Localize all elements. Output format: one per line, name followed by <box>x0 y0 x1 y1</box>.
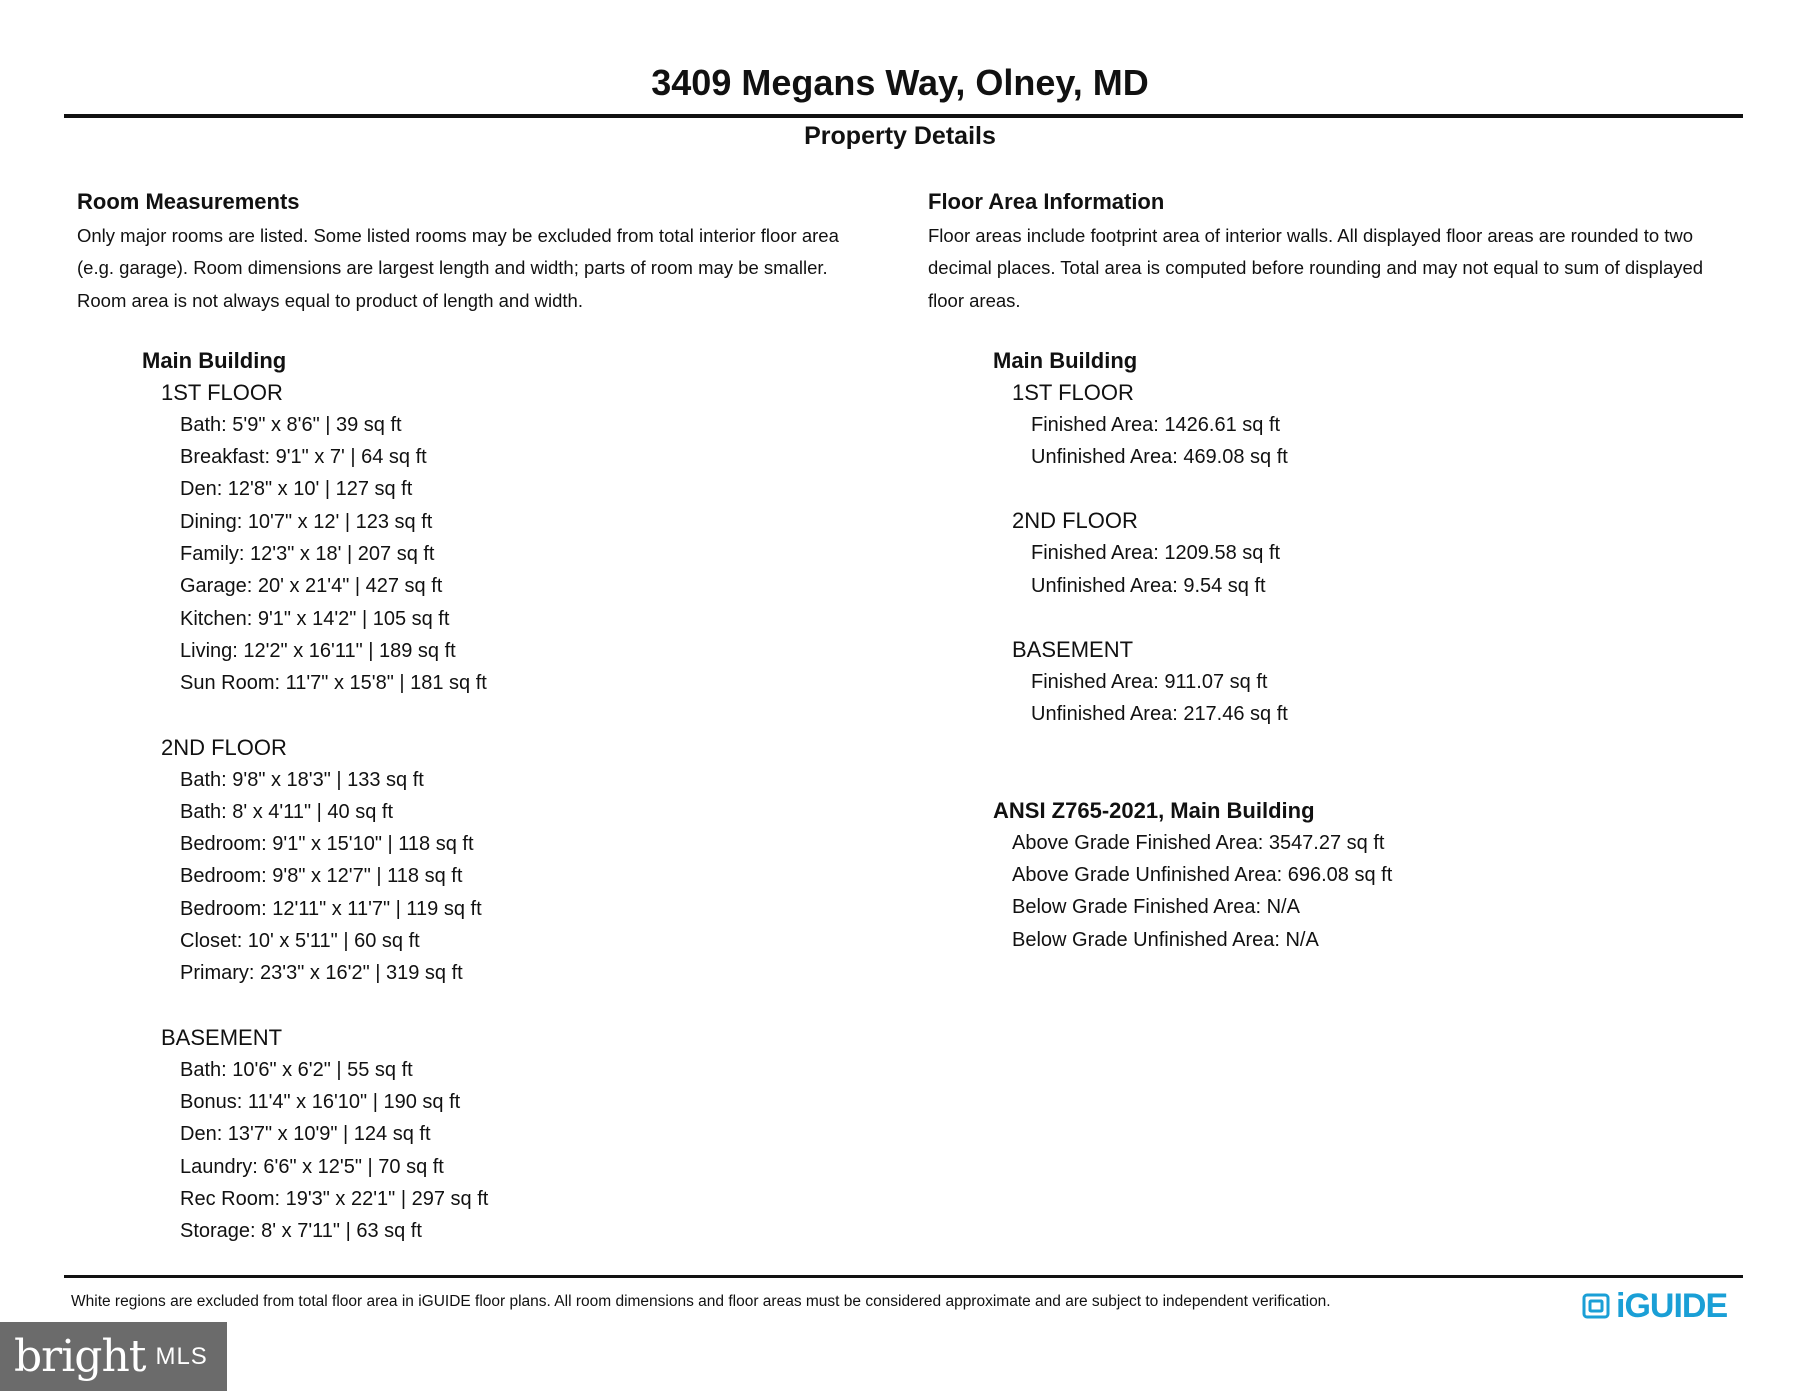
room-item: Bedroom: 9'8" x 12'7" | 118 sq ft <box>180 865 463 888</box>
room-item: Closet: 10' x 5'11" | 60 sq ft <box>180 930 420 953</box>
description-line: Room area is not always equal to product of length and width. <box>77 289 583 311</box>
room-item: Bath: 8' x 4'11" | 40 sq ft <box>180 800 394 823</box>
finished-area: Finished Area: 911.07 sq ft <box>1031 671 1268 694</box>
floor-heading-basement: BASEMENT <box>1012 637 1134 663</box>
floor-area-heading: Floor Area Information <box>928 189 1165 214</box>
room-item: Bath: 5'9" x 8'6" | 39 sq ft <box>180 413 402 436</box>
iguide-logo-text: iGUIDE <box>1616 1287 1728 1325</box>
description-line: decimal places. Total area is computed before rounding and may not equal to sum of displayed <box>928 257 1704 279</box>
unfinished-area: Unfinished Area: 9.54 sq ft <box>1031 574 1266 597</box>
floor-area-section <box>928 186 1758 956</box>
room-item: Sun Room: 11'7" x 15'8" | 181 sq ft <box>180 672 487 695</box>
header-divider <box>64 114 1743 118</box>
room-measurements-heading: Room Measurements <box>77 189 300 214</box>
ansi-item: Below Grade Finished Area: N/A <box>1012 896 1300 919</box>
floor-heading-basement: BASEMENT <box>161 1024 283 1050</box>
description-line: floor areas. <box>928 289 1021 311</box>
room-item: Dining: 10'7" x 12' | 123 sq ft <box>180 510 433 533</box>
room-list <box>142 345 887 1248</box>
room-item: Rec Room: 19'3" x 22'1" | 297 sq ft <box>180 1187 489 1210</box>
floor-heading-1st: 1ST FLOOR <box>1012 379 1134 405</box>
room-item: Bedroom: 9'1" x 15'10" | 118 sq ft <box>180 833 474 856</box>
room-measurements-description <box>77 220 887 317</box>
ansi-item: Below Grade Unfinished Area: N/A <box>1012 928 1319 951</box>
floor-heading-1st: 1ST FLOOR <box>161 379 283 405</box>
ansi-item: Above Grade Unfinished Area: 696.08 sq ft <box>1012 863 1393 886</box>
floor-heading-2nd: 2ND FLOOR <box>161 734 287 760</box>
page-title: 3409 Megans Way, Olney, MD <box>651 62 1149 103</box>
bright-logo-word: bright <box>14 1331 146 1382</box>
bright-logo-mls: MLS <box>155 1342 208 1370</box>
room-item: Bonus: 11'4" x 16'10" | 190 sq ft <box>180 1090 461 1113</box>
building-heading: Main Building <box>993 347 1138 373</box>
room-item: Breakfast: 9'1" x 7' | 64 sq ft <box>180 446 427 469</box>
building-heading: Main Building <box>142 347 287 373</box>
unfinished-area: Unfinished Area: 217.46 sq ft <box>1031 703 1288 726</box>
footer-divider <box>64 1275 1743 1278</box>
ansi-item: Above Grade Finished Area: 3547.27 sq ft <box>1012 831 1385 854</box>
finished-area: Finished Area: 1209.58 sq ft <box>1031 542 1281 565</box>
unfinished-area: Unfinished Area: 469.08 sq ft <box>1031 446 1288 469</box>
ansi-heading: ANSI Z765-2021, Main Building <box>993 797 1315 823</box>
room-item: Laundry: 6'6" x 12'5" | 70 sq ft <box>180 1155 444 1178</box>
room-measurements-section <box>77 186 887 1247</box>
room-item: Den: 13'7" x 10'9" | 124 sq ft <box>180 1123 431 1146</box>
room-item: Bedroom: 12'11" x 11'7" | 119 sq ft <box>180 897 482 920</box>
page-subtitle: Property Details <box>804 122 996 150</box>
description-line: Only major rooms are listed. Some listed rooms may be excluded from total interior floor area <box>77 225 839 246</box>
room-item: Den: 12'8" x 10' | 127 sq ft <box>180 478 413 501</box>
floor-area-list <box>993 345 1758 956</box>
iguide-logo <box>1582 1288 1727 1324</box>
footer-disclaimer: White regions are excluded from total floor area in iGUIDE floor plans. All room dimensions and floor areas must be considered approximate and are subject to independent verification. <box>71 1293 1331 1310</box>
room-item: Living: 12'2" x 16'11" | 189 sq ft <box>180 639 456 662</box>
room-item: Storage: 8' x 7'11" | 63 sq ft <box>180 1220 422 1243</box>
description-line: Floor areas include footprint area of interior walls. All displayed floor areas are rounded to two <box>928 225 1694 246</box>
floor-area-description <box>928 220 1758 317</box>
room-item: Primary: 23'3" x 16'2" | 319 sq ft <box>180 962 463 985</box>
bright-mls-watermark <box>0 1322 227 1391</box>
room-item: Garage: 20' x 21'4" | 427 sq ft <box>180 575 443 598</box>
description-line: (e.g. garage). Room dimensions are largest length and width; parts of room may be smaller. <box>77 257 828 279</box>
room-item: Family: 12'3" x 18' | 207 sq ft <box>180 543 435 566</box>
floor-heading-2nd: 2ND FLOOR <box>1012 508 1138 534</box>
room-item: Bath: 10'6" x 6'2" | 55 sq ft <box>180 1058 413 1081</box>
room-item: Kitchen: 9'1" x 14'2" | 105 sq ft <box>180 607 450 630</box>
room-item: Bath: 9'8" x 18'3" | 133 sq ft <box>180 768 424 791</box>
finished-area: Finished Area: 1426.61 sq ft <box>1031 413 1281 436</box>
iguide-logo-icon <box>1582 1293 1610 1319</box>
